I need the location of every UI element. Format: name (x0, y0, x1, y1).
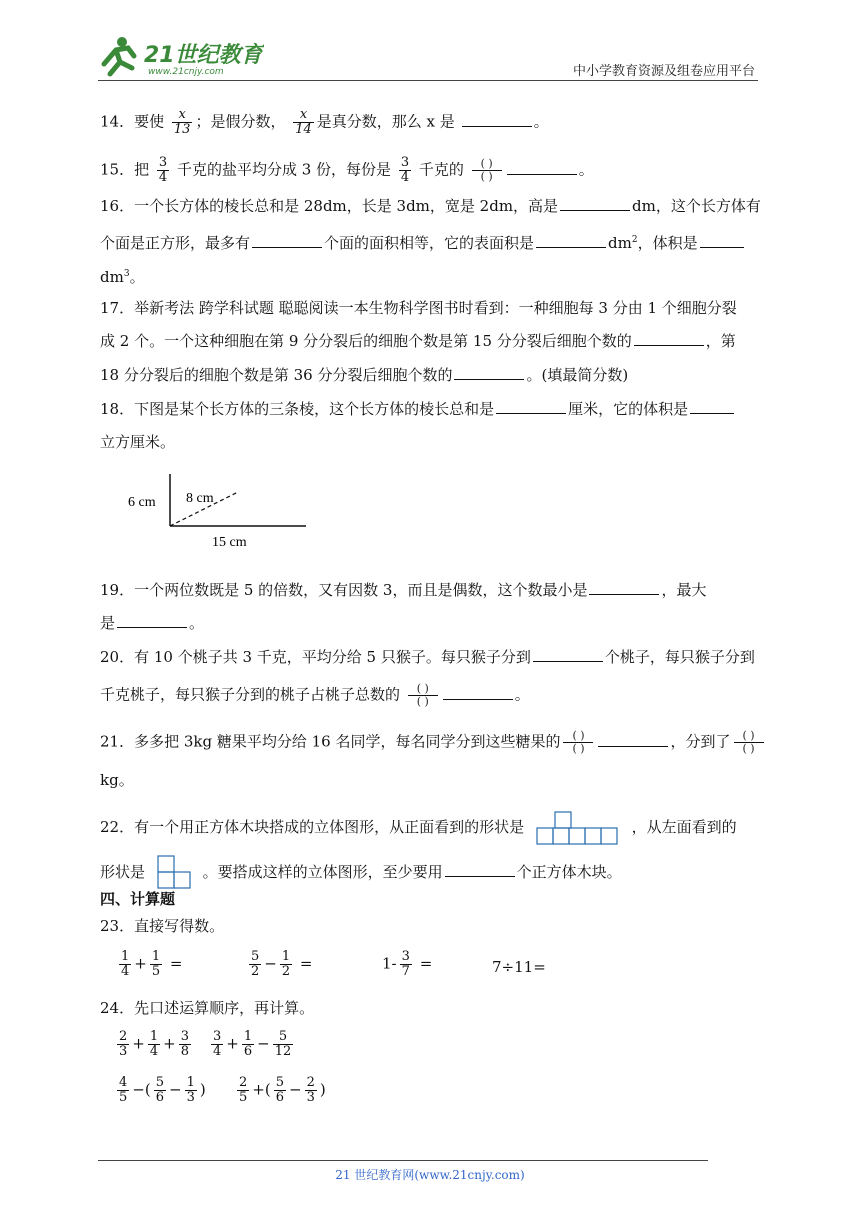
expression-23-3: 1- $\frac{3}{7}$ = (382, 949, 433, 979)
runner-icon (104, 37, 134, 74)
answer-blank[interactable] (445, 862, 515, 877)
answer-blank[interactable] (462, 112, 532, 127)
question-16-line3: $dm^3$。 (100, 268, 145, 286)
expression-23-4: 7÷11= (492, 958, 546, 976)
question-18-line1: 18．下图是某个长方体的三条棱，这个长方体的棱长总和是 厘米，它的体积是 (100, 399, 736, 419)
question-19-line2: 是 。 (100, 614, 205, 632)
question-17-line2: 成 2 个。一个这种细胞在第 9 分分裂后的细胞个数是第 15 分分裂后细胞个数的 ，第 (100, 332, 736, 350)
header-divider (98, 80, 758, 81)
left-view-shape (154, 854, 194, 892)
answer-blank[interactable] (533, 647, 603, 662)
answer-blank[interactable] (536, 233, 606, 248)
answer-blank[interactable] (598, 732, 668, 747)
front-view-shape (535, 810, 621, 846)
logo-url: www.21cnjy.com (148, 67, 224, 77)
expression-24-4: $\frac{2}{5}$ +( $\frac{5}{6}$ − $\frac{2}{3}$ ) (239, 1075, 326, 1105)
answer-blank[interactable] (252, 233, 322, 248)
answer-blank[interactable] (690, 399, 734, 414)
fraction-blank[interactable]: $\frac{( )}{( )}$ (472, 158, 502, 183)
question-21-line1: 21．多多把 3kg 糖果平均分给 16 名同学，每名同学分到这些糖果的 $\frac{( )}{( )}$ ，分到了 $\frac{( )}{( )}$ (100, 730, 767, 755)
expression-24-2: $\frac{3}{4}$ + $\frac{1}{6}$ − $\frac{5}{12}$ (213, 1029, 292, 1059)
answer-blank[interactable] (634, 331, 704, 346)
fraction: $\frac{3}{4}$ (158, 155, 168, 185)
question-22-line1: 22．有一个用正方体木块搭成的立体图形，从正面看到的形状是 ，从左面看到的 (100, 810, 737, 846)
expression-23-2: $\frac{5}{2}$ − $\frac{1}{2}$ = (251, 949, 313, 979)
answer-blank[interactable] (117, 613, 187, 628)
question-17-line1: 17．举新考法 跨学科试题 聪聪阅读一本生物科学图书时看到：一种细胞每 3 分由 1 个细胞分裂 (100, 299, 737, 317)
question-16-line1: 16．一个长方体的棱长总和是 28dm，长是 3dm，宽是 2dm，高是 dm，这个长方体有 (100, 197, 761, 215)
label-height: 6 cm (128, 495, 156, 510)
label-width: 8 cm (186, 491, 214, 506)
question-19-line1: 19．一个两位数既是 5 的倍数，又有因数 3，而且是偶数，这个数最小是 ，最大 (100, 581, 707, 599)
answer-blank[interactable] (589, 580, 659, 595)
fraction-blank[interactable]: $\frac{( )}{( )}$ (734, 730, 764, 755)
answer-blank[interactable] (700, 233, 744, 248)
footer-divider (98, 1160, 708, 1161)
answer-blank[interactable] (454, 365, 524, 380)
expression-24-1: $\frac{2}{3}$ + $\frac{1}{4}$ + $\frac{3}{8}$ (119, 1029, 189, 1059)
question-21-line2: kg。 (100, 771, 134, 789)
question-15: 15．把 $\frac{3}{4}$ 千克的盐平均分成 3 份，每份是 $\frac{3}{4}$ 千克的 $\frac{( )}{( )}$ 。 (100, 155, 594, 185)
question-18-line2: 立方厘米。 (100, 433, 176, 451)
header-platform-text: 中小学教育资源及组卷应用平台 (572, 64, 755, 79)
question-24-title: 24．先口述运算顺序，再计算。 (100, 999, 315, 1017)
question-23-title: 23．直接写得数。 (100, 917, 225, 935)
logo-text: 21世纪教育 (144, 43, 263, 68)
expression-24-3: $\frac{4}{5}$ −( $\frac{5}{6}$ − $\frac{1}{3}$ ) (119, 1075, 206, 1105)
fraction: $\frac{x}{14}$ (295, 107, 312, 137)
fraction-blank[interactable]: $\frac{( )}{( )}$ (563, 730, 593, 755)
fraction: $\frac{3}{4}$ (400, 155, 410, 185)
question-22-line2: 形状是 。要搭成这样的立体图形，至少要用 个正方体木块。 (100, 854, 622, 892)
answer-blank[interactable] (496, 399, 566, 414)
question-16-line2: 个面是正方形，最多有 个面的面积相等，它的表面积是 $dm^2$，体积是 (100, 230, 746, 253)
footer-link[interactable]: 21 世纪教育网(www.21cnjy.com) (335, 1168, 525, 1182)
answer-blank[interactable] (560, 196, 630, 211)
expression-23-1: $\frac{1}{4}$ + $\frac{1}{5}$ = (121, 949, 183, 979)
cuboid-edges-figure (120, 470, 320, 550)
question-20-line1: 20．有 10 个桃子共 3 千克，平均分给 5 只猴子。每只猴子分到 个桃子，每只猴子分到 (100, 648, 755, 666)
label-length: 15 cm (212, 535, 247, 550)
fraction-blank[interactable]: $\frac{( )}{( )}$ (408, 683, 438, 708)
fraction: $\frac{x}{13}$ (173, 107, 191, 137)
question-17-line3: 18 分分裂后的细胞个数是第 36 分分裂后细胞个数的 。(填最简分数) (100, 366, 629, 384)
answer-blank[interactable] (507, 160, 577, 175)
question-20-line2: 千克桃子，每只猴子分到的桃子占桃子总数的 $\frac{( )}{( )}$ 。 (100, 682, 530, 708)
answer-blank[interactable] (443, 685, 513, 700)
section-heading: 四、计算题 (100, 890, 176, 908)
site-logo (94, 34, 264, 78)
question-14: 14．要使 $\frac{x}{13}$ ；是假分数， $\frac{x}{14}$ 是真分数，那么 x 是 。 (100, 107, 549, 137)
